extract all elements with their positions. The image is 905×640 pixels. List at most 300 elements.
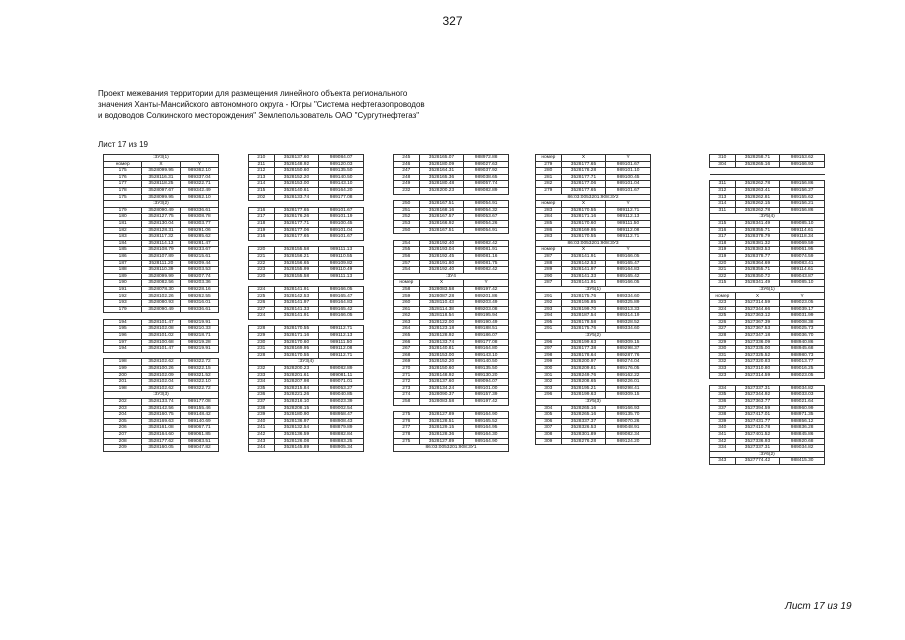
cell-x: 3528170.55 bbox=[274, 326, 319, 333]
cell-y: 989054.26 bbox=[464, 220, 509, 227]
cell-n: 306 bbox=[536, 418, 562, 425]
cell-x: 3528141.91 bbox=[274, 286, 319, 293]
cell-x: 3528082.56 bbox=[142, 280, 180, 287]
cell-y: 989057.74 bbox=[464, 181, 509, 188]
table-row bbox=[249, 253, 364, 260]
cell-x: 3527431.77 bbox=[735, 418, 780, 425]
cell-x: 3528155.58 bbox=[274, 247, 319, 254]
cell-x: 3528141.33 bbox=[274, 306, 319, 313]
cell-n: 262 bbox=[394, 313, 420, 320]
cell-n: 256 bbox=[394, 253, 420, 260]
table-row bbox=[710, 412, 825, 419]
cell-x: 3528192.45 bbox=[419, 253, 464, 260]
cell-n: 330 bbox=[710, 346, 736, 353]
table-row bbox=[104, 339, 219, 346]
cell-n: 275 bbox=[394, 438, 420, 445]
cell-n: 184 bbox=[104, 240, 142, 247]
table-row bbox=[536, 366, 651, 373]
table-row bbox=[394, 187, 509, 194]
table-row bbox=[394, 207, 509, 214]
table-row bbox=[249, 326, 364, 333]
table-row bbox=[104, 385, 219, 392]
table-row bbox=[710, 418, 825, 425]
cell-x: 3528142.56 bbox=[142, 405, 180, 412]
table-row bbox=[710, 405, 825, 412]
cell-n: 316 bbox=[710, 227, 736, 234]
table-row bbox=[394, 306, 509, 313]
table-row bbox=[249, 425, 364, 432]
cell-y: 989164.83 bbox=[319, 300, 364, 307]
table-row bbox=[249, 300, 364, 307]
cell-x: 3528164.31 bbox=[419, 168, 464, 175]
cell-x: 3527774.42 bbox=[735, 458, 780, 465]
cell-y: 989109.82 bbox=[319, 260, 364, 267]
table-row bbox=[104, 425, 219, 432]
cell-y: 988905.34 bbox=[319, 445, 364, 452]
cell-x: 3527344.92 bbox=[735, 392, 780, 399]
cell-y: 989054.32 bbox=[464, 207, 509, 214]
table-row bbox=[710, 319, 825, 326]
cell-y: 989135.50 bbox=[319, 168, 364, 175]
cell-n: 225 bbox=[249, 293, 275, 300]
section-title-cell: 86:03:0053201:908:3У2 bbox=[536, 194, 651, 201]
cell-x: 3528140.61 bbox=[274, 187, 319, 194]
section-title-cell: 86:03:0053201:908:3У1 bbox=[394, 445, 509, 452]
table-row bbox=[249, 286, 364, 293]
table-row bbox=[394, 398, 509, 405]
cell-y: 989135.50 bbox=[464, 366, 509, 373]
table-row bbox=[394, 438, 509, 445]
table-row bbox=[249, 306, 364, 313]
table-row bbox=[710, 339, 825, 346]
cell-x: 3527344.66 bbox=[735, 306, 780, 313]
cell-x: 3528180.48 bbox=[419, 181, 464, 188]
cell-x: 3528156.65 bbox=[274, 260, 319, 267]
cell-n: 209 bbox=[104, 445, 142, 452]
cell-n: 203 bbox=[104, 405, 142, 412]
table-row bbox=[710, 372, 825, 379]
cell-x: 3528215.84 bbox=[274, 385, 319, 392]
cell-n: 244 bbox=[249, 445, 275, 452]
cell-x: 3528200.23 bbox=[274, 366, 319, 373]
cell-n: 288 bbox=[536, 260, 562, 267]
table-row bbox=[536, 352, 651, 359]
cell-n: 270 bbox=[394, 366, 420, 373]
gap-cell bbox=[394, 234, 509, 241]
cell-n: 217 bbox=[249, 214, 275, 221]
cell-y: 989164.20 bbox=[319, 187, 364, 194]
table-row bbox=[104, 431, 219, 438]
table-row bbox=[710, 458, 825, 465]
cell-n: 272 bbox=[394, 379, 420, 386]
table-row bbox=[710, 253, 825, 260]
cell-n: 290 bbox=[536, 273, 562, 280]
cell-y: 988856.12 bbox=[780, 418, 825, 425]
cell-y: 989143.10 bbox=[319, 181, 364, 188]
cell-n: 278 bbox=[394, 431, 420, 438]
header-cell-x: X bbox=[419, 280, 464, 287]
cell-n: 226 bbox=[249, 300, 275, 307]
cell-y: 989083.51 bbox=[180, 438, 218, 445]
cell-n: 206 bbox=[104, 425, 142, 432]
cell-y: 989101.67 bbox=[319, 207, 364, 214]
table-row bbox=[536, 214, 651, 221]
cell-y: 989291.06 bbox=[180, 227, 218, 234]
table-gap-row bbox=[394, 234, 509, 241]
cell-y: 989054.91 bbox=[464, 201, 509, 208]
table-row bbox=[249, 385, 364, 392]
cell-n: 210 bbox=[249, 155, 275, 162]
cell-y: 989061.95 bbox=[780, 247, 825, 254]
cell-x: 3528193.04 bbox=[419, 247, 464, 254]
cell-y: 989110.55 bbox=[319, 253, 364, 260]
header-cell-n: номер bbox=[710, 293, 736, 300]
table-gap-row bbox=[710, 168, 825, 175]
table-section-title bbox=[536, 286, 651, 293]
table-row bbox=[104, 273, 219, 280]
cell-x: 3528265.16 bbox=[561, 412, 606, 419]
cell-x: 3528128.92 bbox=[419, 333, 464, 340]
table-row bbox=[536, 260, 651, 267]
cell-x: 3528160.05 bbox=[142, 445, 180, 452]
cell-x: 3528090.49 bbox=[142, 207, 180, 214]
table-row bbox=[710, 161, 825, 168]
cell-x: 3528341.49 bbox=[735, 280, 780, 287]
cell-y: 989190.49 bbox=[464, 319, 509, 326]
table-row bbox=[536, 379, 651, 386]
table-row bbox=[104, 168, 219, 175]
cell-n: 296 bbox=[536, 392, 562, 399]
cell-x: 3528160.75 bbox=[142, 412, 180, 419]
cell-n: 191 bbox=[104, 286, 142, 293]
cell-y: 989219.91 bbox=[180, 346, 218, 353]
gap-cell bbox=[104, 352, 219, 359]
cell-n: 304 bbox=[536, 405, 562, 412]
table-row bbox=[249, 333, 364, 340]
cell-n: 250 bbox=[394, 227, 420, 234]
cell-x: 3528164.60 bbox=[142, 431, 180, 438]
cell-x: 3527347.18 bbox=[735, 333, 780, 340]
table-row bbox=[249, 392, 364, 399]
cell-x: 3527367.53 bbox=[735, 326, 780, 333]
table-row bbox=[249, 168, 364, 175]
cell-n: 268 bbox=[394, 352, 420, 359]
table-row bbox=[249, 372, 364, 379]
cell-y: 989309.15 bbox=[606, 339, 651, 346]
table-row bbox=[249, 339, 364, 346]
cell-n: 236 bbox=[249, 392, 275, 399]
cell-x: 3527337.31 bbox=[735, 445, 780, 452]
cell-y: 989082.42 bbox=[464, 240, 509, 247]
table-row bbox=[104, 280, 219, 287]
cell-x: 3528155.99 bbox=[274, 267, 319, 274]
cell-n: 266 bbox=[394, 339, 420, 346]
cell-y: 989130.20 bbox=[464, 372, 509, 379]
header-cell-y: Y bbox=[180, 161, 218, 168]
sheet-label-top: Лист 17 из 19 bbox=[98, 140, 148, 149]
cell-n: 233 bbox=[249, 372, 275, 379]
table-row bbox=[536, 253, 651, 260]
cell-n: 250 bbox=[394, 201, 420, 208]
table-gap-row bbox=[249, 240, 364, 247]
cell-x: 3528165.36 bbox=[419, 174, 464, 181]
cell-y: 988845.86 bbox=[780, 431, 825, 438]
cell-n: 245 bbox=[394, 155, 420, 162]
table-row bbox=[249, 181, 364, 188]
cell-y: 988945.68 bbox=[780, 346, 825, 353]
cell-n: 323 bbox=[710, 300, 736, 307]
table-row bbox=[710, 260, 825, 267]
table-row bbox=[104, 372, 219, 379]
table-section-title bbox=[710, 214, 825, 221]
cell-n: 295 bbox=[536, 319, 562, 326]
table-row bbox=[710, 352, 825, 359]
table-row bbox=[536, 359, 651, 366]
cell-x: 3528170.60 bbox=[274, 339, 319, 346]
cell-y: 989322.71 bbox=[180, 181, 218, 188]
table-row bbox=[536, 181, 651, 188]
table-row bbox=[536, 392, 651, 399]
cell-y: 989053.27 bbox=[319, 385, 364, 392]
cell-y: 989081.75 bbox=[464, 260, 509, 267]
table-row bbox=[710, 431, 825, 438]
table-row bbox=[394, 201, 509, 208]
table-row bbox=[249, 438, 364, 445]
cell-n: 279 bbox=[536, 187, 562, 194]
cell-x: 3528150.60 bbox=[274, 168, 319, 175]
cell-x: 3528165.07 bbox=[419, 155, 464, 162]
table-row bbox=[710, 385, 825, 392]
cell-y: 989207.74 bbox=[180, 273, 218, 280]
cell-y: 989053.67 bbox=[464, 214, 509, 221]
cell-y: 989334.60 bbox=[606, 326, 651, 333]
cell-x: 3528136.97 bbox=[274, 418, 319, 425]
cell-n: 200 bbox=[104, 372, 142, 379]
cell-n: 287 bbox=[536, 253, 562, 260]
section-title-cell: :3У3(1) bbox=[104, 155, 219, 162]
cell-n: 271 bbox=[394, 372, 420, 379]
cell-n: 220 bbox=[249, 273, 275, 280]
table-row bbox=[394, 359, 509, 366]
gap-cell bbox=[394, 194, 509, 201]
table-row bbox=[249, 412, 364, 419]
gap-cell bbox=[104, 313, 219, 320]
cell-y: 989135.70 bbox=[606, 412, 651, 419]
cell-y: 989002.54 bbox=[319, 405, 364, 412]
cell-n: 314 bbox=[710, 201, 736, 208]
cell-n: 334 bbox=[710, 445, 736, 452]
cell-n: 190 bbox=[104, 280, 142, 287]
table-row bbox=[104, 194, 219, 201]
cell-n: 298 bbox=[536, 352, 562, 359]
cell-y: 989021.64 bbox=[780, 398, 825, 405]
cell-n: 304 bbox=[710, 161, 736, 168]
cell-n: 181 bbox=[104, 220, 142, 227]
cell-x: 3528141.97 bbox=[274, 300, 319, 307]
cell-x: 3528199.70 bbox=[561, 306, 606, 313]
table-header-row bbox=[104, 161, 219, 168]
cell-n: 214 bbox=[249, 181, 275, 188]
table-row bbox=[394, 339, 509, 346]
cell-x: 3528177.65 bbox=[561, 161, 606, 168]
cell-n: 175 bbox=[104, 168, 142, 175]
cell-x: 3528137.60 bbox=[274, 155, 319, 162]
cell-n: 292 bbox=[536, 300, 562, 307]
table-row bbox=[104, 300, 219, 307]
cell-y: 989118.34 bbox=[780, 234, 825, 241]
cell-x: 3527410.78 bbox=[735, 425, 780, 432]
cell-x: 3528276.28 bbox=[561, 438, 606, 445]
cell-y: 989287.76 bbox=[606, 352, 651, 359]
table-section-title bbox=[710, 451, 825, 458]
table-section-title bbox=[249, 359, 364, 366]
cell-y: 989203.36 bbox=[180, 280, 218, 287]
cell-y: 988958.47 bbox=[319, 412, 364, 419]
gap-cell bbox=[710, 379, 825, 386]
cell-n: 294 bbox=[536, 313, 562, 320]
cell-y: 989110.49 bbox=[319, 267, 364, 274]
cell-x: 3528128.36 bbox=[419, 431, 464, 438]
table-row bbox=[536, 319, 651, 326]
cell-x: 3528169.63 bbox=[142, 418, 180, 425]
cell-x: 3528127.89 bbox=[419, 412, 464, 419]
cell-n: 315 bbox=[710, 220, 736, 227]
cell-x: 3528195.21 bbox=[561, 385, 606, 392]
cell-n: 308 bbox=[536, 431, 562, 438]
cell-y: 988879.89 bbox=[319, 425, 364, 432]
table-row bbox=[249, 431, 364, 438]
cell-x: 3528126.08 bbox=[274, 438, 319, 445]
cell-y: 989111.13 bbox=[319, 247, 364, 254]
cell-n: 216 bbox=[249, 207, 275, 214]
cell-x: 3528170.55 bbox=[561, 234, 606, 241]
cell-y: 989176.05 bbox=[606, 366, 651, 373]
table-row bbox=[394, 333, 509, 340]
table-row bbox=[394, 385, 509, 392]
cell-x: 3528133.74 bbox=[274, 194, 319, 201]
cell-x: 3528114.38 bbox=[419, 306, 464, 313]
cell-n: 331 bbox=[710, 352, 736, 359]
table-row bbox=[104, 240, 219, 247]
header-cell-n: номер bbox=[104, 161, 142, 168]
table-row bbox=[104, 346, 219, 353]
header-cell-y: Y bbox=[780, 293, 825, 300]
cell-y: 989054.91 bbox=[464, 227, 509, 234]
cell-x: 3528107.89 bbox=[142, 253, 180, 260]
cell-n: 334 bbox=[710, 385, 736, 392]
cell-x: 3528337.37 bbox=[561, 418, 606, 425]
table-row bbox=[249, 227, 364, 234]
cell-n: 177 bbox=[104, 181, 142, 188]
cell-n: 240 bbox=[249, 418, 275, 425]
cell-y: 989081.91 bbox=[464, 247, 509, 254]
table-row bbox=[536, 405, 651, 412]
cell-n: 313 bbox=[710, 194, 736, 201]
cell-n: 185 bbox=[104, 247, 142, 254]
cell-n: 301 bbox=[536, 372, 562, 379]
cell-x: 3528101.02 bbox=[142, 333, 180, 340]
table-row bbox=[536, 280, 651, 287]
cell-n: 195 bbox=[104, 326, 142, 333]
cell-y: 989281.47 bbox=[180, 240, 218, 247]
cell-n: 182 bbox=[104, 227, 142, 234]
cell-y: 989082.89 bbox=[464, 187, 509, 194]
table-gap-row bbox=[104, 352, 219, 359]
table-row bbox=[710, 333, 825, 340]
table-row bbox=[536, 438, 651, 445]
cell-x: 3528378.79 bbox=[735, 234, 780, 241]
cell-n: 218 bbox=[249, 220, 275, 227]
cell-n: 322 bbox=[710, 273, 736, 280]
cell-y: 988971.35 bbox=[780, 412, 825, 419]
cell-y: 989038.65 bbox=[464, 174, 509, 181]
cell-y: 989083.41 bbox=[780, 260, 825, 267]
cell-x: 3528132.54 bbox=[274, 425, 319, 432]
table-section-title bbox=[394, 273, 509, 280]
table-row bbox=[104, 379, 219, 386]
cell-n: 326 bbox=[710, 319, 736, 326]
cell-y: 989336.61 bbox=[180, 306, 218, 313]
cell-y: 989048.91 bbox=[606, 425, 651, 432]
coordinate-column-1 bbox=[103, 154, 219, 452]
cell-y: 989322.10 bbox=[180, 379, 218, 386]
cell-n: 343 bbox=[710, 458, 736, 465]
cell-y: 989085.10 bbox=[780, 280, 825, 287]
table-row bbox=[536, 346, 651, 353]
cell-n: 193 bbox=[104, 300, 142, 307]
cell-n: 197 bbox=[104, 339, 142, 346]
table-row bbox=[104, 247, 219, 254]
table-row bbox=[104, 405, 219, 412]
cell-x: 3528142.53 bbox=[274, 293, 319, 300]
table-row bbox=[249, 247, 364, 254]
cell-x: 3528078.30 bbox=[142, 286, 180, 293]
table-gap-row bbox=[249, 201, 364, 208]
cell-x: 3528170.55 bbox=[274, 352, 319, 359]
table-row bbox=[536, 234, 651, 241]
cell-x: 3527417.01 bbox=[735, 412, 780, 419]
cell-x: 3528180.09 bbox=[419, 161, 464, 168]
cell-y: 989148.42 bbox=[180, 412, 218, 419]
cell-x: 3528378.77 bbox=[735, 253, 780, 260]
cell-n: 303 bbox=[536, 385, 562, 392]
cell-x: 3528123.18 bbox=[419, 326, 464, 333]
cell-x: 3528110.43 bbox=[419, 300, 464, 307]
section-title-cell: :3У5(2) bbox=[536, 333, 651, 340]
cell-x: 3528099.99 bbox=[142, 273, 180, 280]
cell-y: 989071.01 bbox=[319, 379, 364, 386]
cell-x: 3527335.00 bbox=[735, 346, 780, 353]
cell-y: 989101.10 bbox=[606, 168, 651, 175]
cell-y: 989165.47 bbox=[606, 260, 651, 267]
coordinate-table bbox=[248, 154, 364, 452]
cell-n: 251 bbox=[394, 207, 420, 214]
cell-y: 989008.38 bbox=[780, 319, 825, 326]
table-row bbox=[104, 438, 219, 445]
cell-n: 342 bbox=[710, 438, 736, 445]
cell-n: 254 bbox=[394, 240, 420, 247]
cell-x: 3528265.16 bbox=[735, 161, 780, 168]
coordinate-tables bbox=[103, 154, 817, 557]
table-row bbox=[249, 313, 364, 320]
cell-n: 319 bbox=[710, 253, 736, 260]
cell-y: 989156.86 bbox=[780, 207, 825, 214]
cell-y: 989362.10 bbox=[180, 168, 218, 175]
cell-n: 238 bbox=[249, 405, 275, 412]
cell-n: 229 bbox=[249, 333, 275, 340]
cell-y: 989112.71 bbox=[606, 207, 651, 214]
table-row bbox=[536, 306, 651, 313]
